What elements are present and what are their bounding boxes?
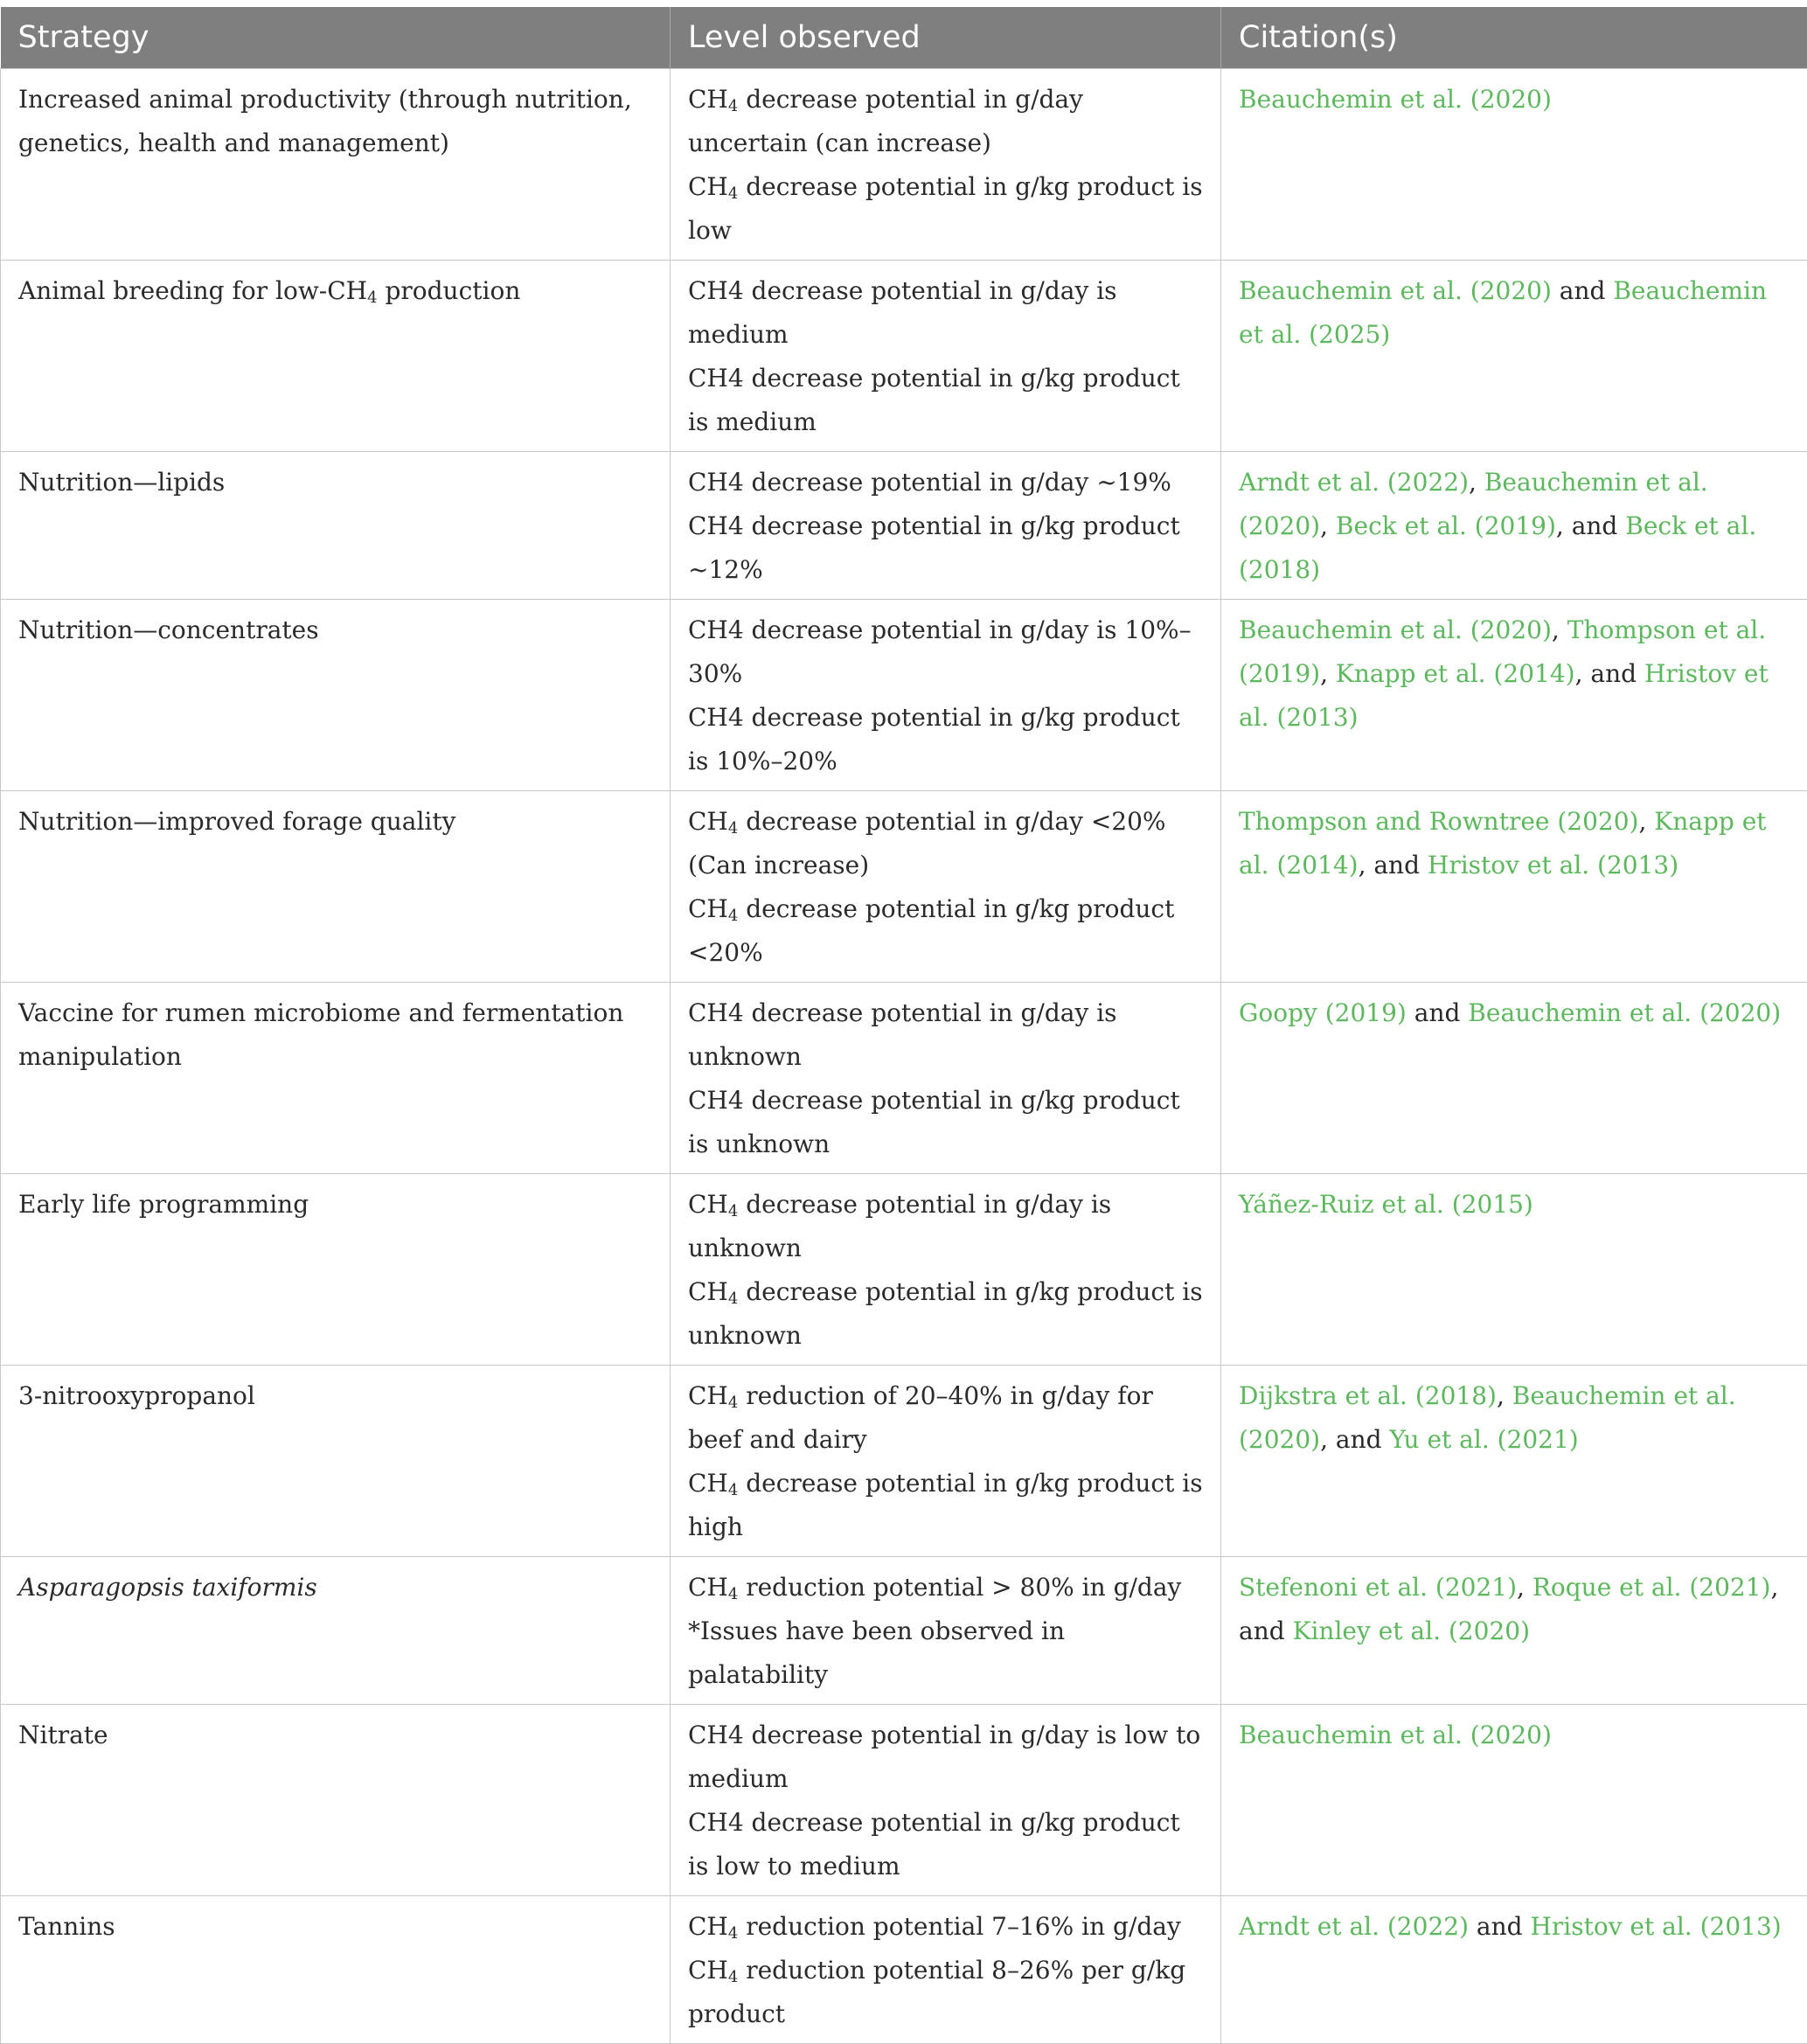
text-run: CH — [688, 1956, 728, 1985]
level-line — [688, 1905, 1203, 1949]
citations-cell — [1221, 791, 1807, 983]
table-header-row — [1, 7, 1807, 69]
level-line — [688, 1079, 1203, 1166]
subscript-text: 4 — [728, 1585, 738, 1603]
text-run: and — [1407, 998, 1468, 1027]
citation-link[interactable]: Beauchemin et al. (2020) — [1239, 1721, 1552, 1749]
text-run: , — [1320, 511, 1336, 540]
text-run: , and — [1239, 1573, 1778, 1645]
text-run: Nutrition—lipids — [18, 468, 225, 497]
citations-cell — [1221, 600, 1807, 791]
text-run: CH4 decrease potential in g/day ~19% — [688, 468, 1171, 497]
text-run: CH4 decrease potential in g/kg product is medium — [688, 364, 1180, 436]
text-run: CH — [688, 894, 728, 923]
level-line — [688, 78, 1203, 165]
strategy-cell — [1, 261, 671, 452]
subscript-text: 4 — [728, 819, 738, 838]
subscript-text: 4 — [728, 1202, 738, 1220]
level-line — [688, 1566, 1203, 1609]
citation-link[interactable]: Arndt et al. (2022) — [1239, 1912, 1469, 1941]
text-run: Nitrate — [18, 1721, 108, 1749]
text-run: decrease potential in g/kg product is high — [688, 1469, 1203, 1541]
text-run: , and — [1575, 659, 1644, 688]
text-run: and — [1469, 1912, 1530, 1941]
text-run: CH — [688, 1277, 728, 1306]
citation-link[interactable]: Beauchemin et al. (2020) — [1239, 1381, 1736, 1454]
header-level-observed: Level observed — [671, 7, 1221, 69]
text-run: , and — [1320, 1425, 1389, 1454]
citation-link[interactable]: Beauchemin et al. (2025) — [1239, 276, 1767, 349]
text-run: , — [1497, 1381, 1512, 1410]
table-row — [1, 1366, 1807, 1557]
level-line — [688, 608, 1203, 696]
text-run: Nutrition—concentrates — [18, 615, 319, 644]
subscript-text: 4 — [728, 1290, 738, 1308]
level-line — [688, 1949, 1203, 2036]
text-run: decrease potential in g/kg product is unknown — [688, 1277, 1203, 1350]
citation-link[interactable]: Hristov et al. (2013) — [1428, 851, 1678, 879]
citation-link[interactable]: Roque et al. (2021) — [1532, 1573, 1771, 1602]
text-run: CH4 decrease potential in g/kg product is low to medium — [688, 1808, 1180, 1881]
citations-cell — [1221, 1174, 1807, 1366]
table-row — [1, 983, 1807, 1174]
text-run: CH4 decrease potential in g/day is medium — [688, 276, 1117, 349]
level-line — [688, 1462, 1203, 1549]
citation-link[interactable]: Beck et al. (2018) — [1239, 511, 1756, 584]
text-run: CH — [688, 1381, 728, 1410]
citation-link[interactable]: Knapp et al. (2014) — [1239, 807, 1767, 879]
text-run: Early life programming — [18, 1190, 309, 1219]
citations-cell — [1221, 1705, 1807, 1896]
citations-cell — [1221, 1557, 1807, 1705]
level-line — [688, 1183, 1203, 1270]
citation-link[interactable]: Thompson and Rowntree (2020) — [1239, 807, 1638, 836]
text-run: , and — [1359, 851, 1428, 879]
citation-link[interactable]: Goopy (2019) — [1239, 998, 1407, 1027]
table-row — [1, 791, 1807, 983]
level-observed-cell — [671, 600, 1221, 791]
level-line — [688, 800, 1203, 887]
text-run: CH4 decrease potential in g/day is 10%–30% — [688, 615, 1192, 688]
text-run: CH — [688, 1190, 728, 1219]
table-row — [1, 1557, 1807, 1705]
text-run: reduction potential > 80% in g/day — [738, 1573, 1181, 1602]
citations-cell — [1221, 1366, 1807, 1557]
strategy-cell — [1, 1174, 671, 1366]
level-line — [688, 991, 1203, 1079]
text-run: CH4 decrease potential in g/kg product is 10%–20% — [688, 703, 1180, 775]
strategy-cell — [1, 1705, 671, 1896]
level-line — [688, 461, 1203, 504]
strategy-cell — [1, 983, 671, 1174]
citation-link[interactable]: Stefenoni et al. (2021) — [1239, 1573, 1517, 1602]
citation-link[interactable]: Knapp et al. (2014) — [1336, 659, 1575, 688]
level-line — [688, 1609, 1203, 1697]
text-run: decrease potential in g/day uncertain (can increase) — [688, 85, 1083, 157]
citation-link[interactable]: Dijkstra et al. (2018) — [1239, 1381, 1497, 1410]
subscript-text: 4 — [728, 97, 738, 115]
text-run: *Issues have been observed in palatability — [688, 1616, 1065, 1689]
citations-cell — [1221, 1896, 1807, 2044]
text-run: , and — [1556, 511, 1625, 540]
text-run: CH — [688, 85, 728, 114]
text-run: CH4 decrease potential in g/day is low to medium — [688, 1721, 1200, 1793]
text-run: CH — [688, 807, 728, 836]
text-run: CH — [688, 1469, 728, 1498]
citations-cell — [1221, 261, 1807, 452]
text-run: Vaccine for rumen microbiome and fermentation manipulation — [18, 998, 623, 1071]
level-line — [688, 1270, 1203, 1358]
text-run: reduction potential 7–16% in g/day — [738, 1912, 1181, 1941]
table-row — [1, 600, 1807, 791]
strategy-cell — [1, 1557, 671, 1705]
level-line — [688, 165, 1203, 253]
text-run: CH — [688, 172, 728, 201]
level-line — [688, 504, 1203, 592]
subscript-text: 4 — [367, 289, 377, 307]
text-run: CH4 decrease potential in g/day is unknown — [688, 998, 1117, 1071]
strategy-cell — [1, 69, 671, 261]
subscript-text: 4 — [728, 1924, 738, 1943]
citation-link[interactable]: Arndt et al. (2022) — [1239, 468, 1469, 497]
text-run: Increased animal productivity (through nutrition, genetics, health and management) — [18, 85, 632, 157]
table-row — [1, 1174, 1807, 1366]
level-observed-cell — [671, 452, 1221, 600]
level-line — [688, 357, 1203, 444]
text-run: , — [1469, 468, 1484, 497]
table-row — [1, 1896, 1807, 2044]
level-line — [688, 1801, 1203, 1888]
header-citations: Citation(s) — [1221, 7, 1807, 69]
citations-cell — [1221, 983, 1807, 1174]
citation-link[interactable]: Kinley et al. (2020) — [1293, 1616, 1530, 1645]
subscript-text: 4 — [728, 184, 738, 203]
text-run: , — [1320, 659, 1336, 688]
strategy-cell — [1, 452, 671, 600]
text-run: , — [1638, 807, 1654, 836]
citation-link[interactable]: Beck et al. (2019) — [1336, 511, 1556, 540]
subscript-text: 4 — [728, 907, 738, 925]
citation-link[interactable]: Thompson et al. (2019) — [1239, 615, 1766, 688]
text-run: Animal breeding for low-CH — [18, 276, 367, 305]
level-observed-cell — [671, 791, 1221, 983]
citation-link[interactable]: Beauchemin et al. (2020) — [1239, 85, 1552, 114]
text-run: CH — [688, 1573, 728, 1602]
header-strategy: Strategy — [1, 7, 671, 69]
italic-text: Asparagopsis taxiformis — [18, 1573, 317, 1602]
text-run: , — [1552, 615, 1567, 644]
citation-link[interactable]: Yu et al. (2021) — [1389, 1425, 1578, 1454]
level-observed-cell — [671, 1174, 1221, 1366]
table-row — [1, 452, 1807, 600]
level-observed-cell — [671, 1366, 1221, 1557]
text-run: decrease potential in g/kg product is low — [688, 172, 1203, 245]
citation-link[interactable]: Beauchemin et al. (2020) — [1239, 615, 1552, 644]
level-observed-cell — [671, 983, 1221, 1174]
text-run: Nutrition—improved forage quality — [18, 807, 455, 836]
level-line — [688, 1714, 1203, 1801]
level-line — [688, 269, 1203, 357]
text-run: 3-nitrooxypropanol — [18, 1381, 255, 1410]
strategy-table — [0, 7, 1807, 2044]
citation-link[interactable]: Beauchemin et al. (2020) — [1239, 276, 1552, 305]
strategy-table-container — [0, 7, 1807, 2044]
strategy-cell — [1, 791, 671, 983]
text-run: reduction of 20–40% in g/day for beef and dairy — [688, 1381, 1153, 1454]
text-run: and — [1552, 276, 1613, 305]
level-observed-cell — [671, 1705, 1221, 1896]
strategy-cell — [1, 1366, 671, 1557]
citation-link[interactable]: Beauchemin et al. (2020) — [1239, 468, 1708, 540]
text-run: decrease potential in g/kg product <20% — [688, 894, 1174, 967]
citation-link[interactable]: Hristov et al. (2013) — [1530, 1912, 1781, 1941]
table-row — [1, 1705, 1807, 1896]
subscript-text: 4 — [728, 1968, 738, 1986]
text-run: decrease potential in g/day is unknown — [688, 1190, 1111, 1262]
text-run: CH4 decrease potential in g/kg product ~12% — [688, 511, 1180, 584]
text-run: decrease potential in g/day <20% (Can increase) — [688, 807, 1166, 879]
strategy-cell — [1, 600, 671, 791]
text-run: reduction potential 8–26% per g/kg product — [688, 1956, 1185, 2028]
level-line — [688, 887, 1203, 975]
text-run: , — [1517, 1573, 1532, 1602]
text-run: Tannins — [18, 1912, 115, 1941]
level-observed-cell — [671, 1896, 1221, 2044]
level-observed-cell — [671, 1557, 1221, 1705]
level-observed-cell — [671, 261, 1221, 452]
table-row — [1, 261, 1807, 452]
text-run: CH — [688, 1912, 728, 1941]
table-row — [1, 69, 1807, 261]
level-line — [688, 1374, 1203, 1462]
subscript-text: 4 — [728, 1481, 738, 1499]
level-observed-cell — [671, 69, 1221, 261]
strategy-cell — [1, 1896, 671, 2044]
citation-link[interactable]: Beauchemin et al. (2020) — [1468, 998, 1781, 1027]
subscript-text: 4 — [728, 1394, 738, 1412]
level-line — [688, 696, 1203, 783]
citations-cell — [1221, 69, 1807, 261]
text-run: CH4 decrease potential in g/kg product is unknown — [688, 1086, 1180, 1158]
table-body — [1, 69, 1807, 2044]
citation-link[interactable]: Hristov et al. (2013) — [1239, 659, 1769, 732]
text-run: production — [378, 276, 521, 305]
citation-link[interactable]: Yáñez-Ruiz et al. (2015) — [1239, 1190, 1533, 1219]
citations-cell — [1221, 452, 1807, 600]
